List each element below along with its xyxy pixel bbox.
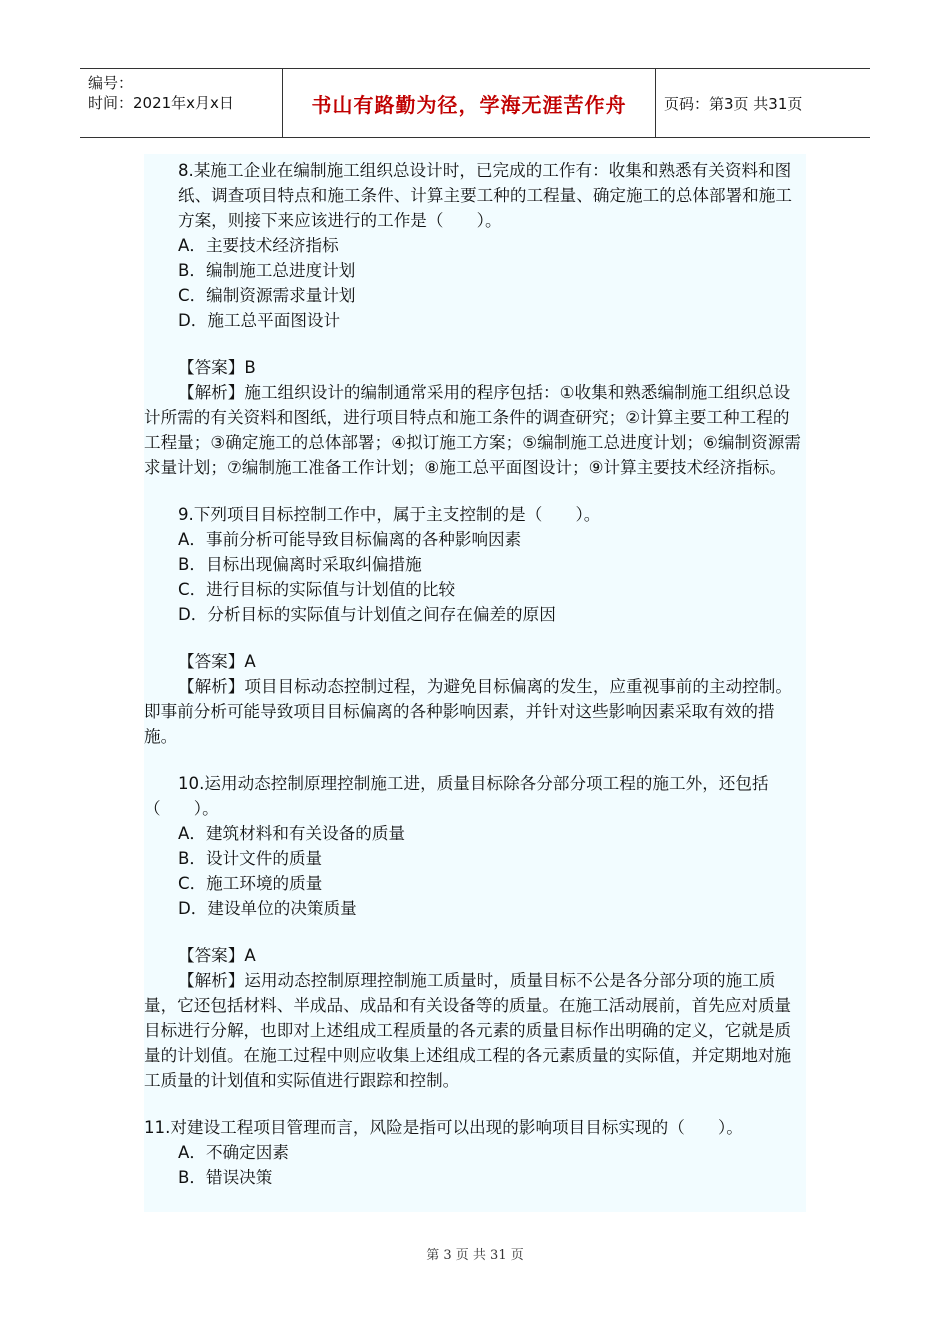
page-footer: 第 3 页 共 31 页 bbox=[426, 1248, 524, 1263]
analysis: 【解析】运用动态控制原理控制施工质量时，质量目标不公是各分部分项的施工质量，它还包括材料、半成品、成品和有关设备等的质量。在施工活动展前，首先应对质量目标进行分解，也即对上述组成工程质量的各元素的质量目标作出明确的定义，它就是质量的计划值。在施工过程中则应收集上述组成工程的各元素质量的实际值，并定期地对施工质量的计划值和实际值进行跟踪和控制。 bbox=[144, 971, 792, 1090]
option-a: A．主要技术经济指标 bbox=[178, 236, 339, 255]
option-c: C．进行目标的实际值与计划值的比较 bbox=[178, 580, 456, 599]
option-d: D．施工总平面图设计 bbox=[178, 311, 341, 330]
answer: 【答案】B bbox=[178, 358, 256, 377]
header-meta bbox=[80, 69, 282, 137]
document-number-label: 编号： bbox=[88, 74, 134, 92]
option-b: B．目标出现偏离时采取纠偏措施 bbox=[178, 555, 422, 574]
question-stem: 9.下列项目目标控制工作中，属于主支控制的是（ ）。 bbox=[178, 505, 601, 524]
option-c: C．施工环境的质量 bbox=[178, 874, 323, 893]
document-date: 时间：2021年x月x日 bbox=[88, 94, 234, 112]
option-b: B．设计文件的质量 bbox=[178, 849, 323, 868]
option-c: C．编制资源需求量计划 bbox=[178, 286, 356, 305]
question-content bbox=[144, 154, 806, 1212]
option-d: D．分析目标的实际值与计划值之间存在偏差的原因 bbox=[178, 605, 556, 624]
header-page-info: 页码：第3页 共31页 bbox=[664, 94, 803, 113]
option-a: A．不确定因素 bbox=[178, 1143, 289, 1162]
analysis: 【解析】项目目标动态控制过程，为避免目标偏离的发生，应重视事前的主动控制。即事前分析可能导致项目目标偏离的各种影响因素，并针对这些影响因素采取有效的措施。 bbox=[144, 677, 792, 746]
analysis: 【解析】施工组织设计的编制通常采用的程序包括：①收集和熟悉编制施工组织总设计所需的有关资料和图纸，进行项目特点和施工条件的调查研究；②计算主要工种工程的工程量；③确定施工的总体部署；④拟订施工方案；⑤编制施工总进度计划；⑥编制资源需求量计划；⑦编制施工准备工作计划；⑧施工总平面图设计；⑨计算主要技术经济指标。 bbox=[144, 383, 801, 477]
answer: 【答案】A bbox=[178, 946, 256, 965]
option-b: B．错误决策 bbox=[178, 1168, 273, 1187]
answer: 【答案】A bbox=[178, 652, 256, 671]
question-stem: 11.对建设工程项目管理而言，风险是指可以出现的影响项目目标实现的（ ）。 bbox=[144, 1118, 743, 1137]
page-header bbox=[80, 68, 870, 138]
option-b: B．编制施工总进度计划 bbox=[178, 261, 356, 280]
option-a: A．建筑材料和有关设备的质量 bbox=[178, 824, 406, 843]
option-a: A．事前分析可能导致目标偏离的各种影响因素 bbox=[178, 530, 522, 549]
header-motto: 书山有路勤为径，学海无涯苦作舟 bbox=[282, 69, 656, 137]
option-d: D．建设单位的决策质量 bbox=[178, 899, 357, 918]
question-stem: 8.某施工企业在编制施工组织总设计时，已完成的工作有：收集和熟悉有关资料和图纸、调查项目特点和施工条件、计算主要工种的工程量、确定施工的总体部署和施工方案，则接下来应该进行的工作是（ ）。 bbox=[178, 161, 792, 230]
question-stem: 10.运用动态控制原理控制施工进，质量目标除各分部分项工程的施工外，还包括（ ）。 bbox=[144, 774, 769, 818]
